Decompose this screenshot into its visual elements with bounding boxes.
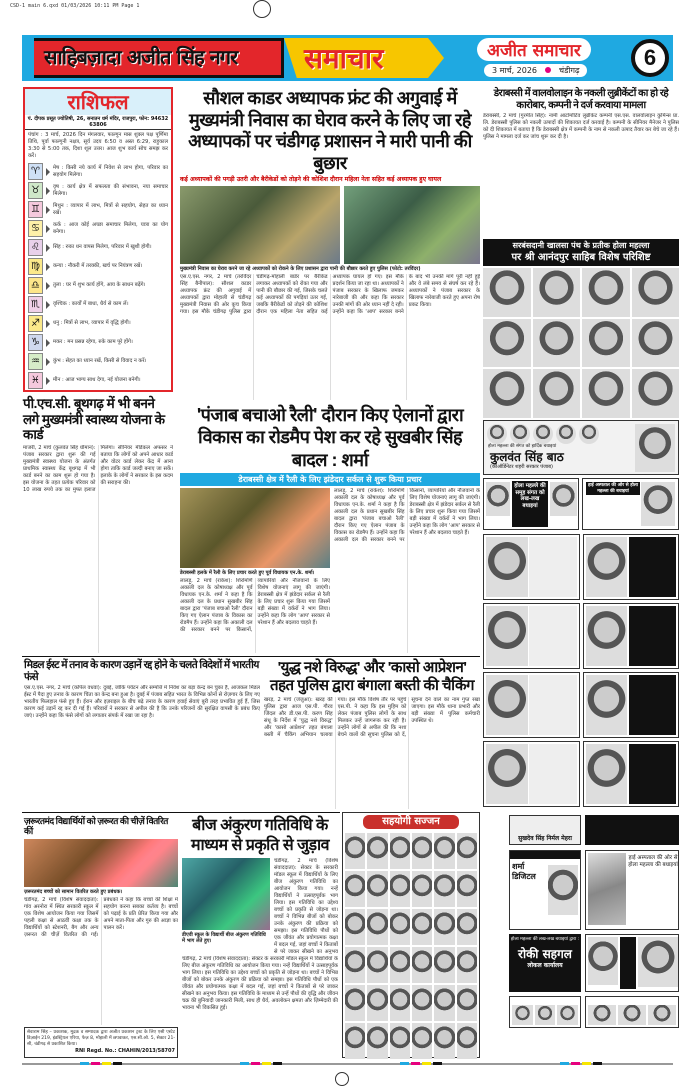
- rashi-item: [25, 219, 171, 238]
- sahyogi-photo: [390, 1023, 410, 1059]
- beej-photo-block: [182, 858, 270, 954]
- ad-photo: [588, 853, 626, 925]
- kulwant-name: कुलवंत सिंह बाठ: [490, 450, 564, 464]
- ad-two-faces: [585, 934, 679, 992]
- ad-text-block: [629, 744, 676, 804]
- sahyogi-photos: [343, 831, 479, 1061]
- ad-sharma-top: [510, 851, 580, 859]
- sahyogi-photo: [390, 833, 410, 869]
- lead-photos: [180, 186, 480, 264]
- sahyogi-photo: [367, 947, 387, 983]
- ad-badhai-2: [582, 478, 679, 530]
- sahyogi-photo: [390, 985, 410, 1021]
- arrow-icon: [46, 301, 50, 309]
- ad-text-block: [629, 537, 676, 597]
- arrow-icon: [46, 320, 50, 328]
- rashi-item: [25, 181, 171, 200]
- zodiac-icon: ♎: [28, 277, 43, 294]
- sahyogi-photo: [345, 909, 365, 945]
- color-bar: [240, 1062, 282, 1065]
- rashifal-box: [23, 87, 173, 392]
- kulwant-photo: [635, 424, 675, 472]
- zodiac-icon: ♊: [28, 201, 43, 218]
- sahyogi-photo: [457, 985, 477, 1021]
- bullet-icon: [545, 67, 551, 73]
- beej-body-a: चंडीगढ़, 2 मार्च (विशेष संवाददाता): सेक्टर के सरकारी मॉडल स्कूल में विद्यार्थियों के लिए बीज अंकुरण गतिविधि का आयोजन किया गया। नन्हें विद्यार्थियों ने उत्साहपूर्वक भाग लिया। इस गतिविधि का उद्देश्य बच्चों को प्रकृति से जोड़ना था। बच्चों ने विभिन्न बीजों को बोकर उनके अंकुरण की प्रक्रिया को समझा। इस गतिविधि पौधों को एक जीवंत और प्रयोगात्मक कक्षा में बदल गई, जहां बच्चों ने किताबों से परे जाकर सीखने का अनुभव: [274, 858, 338, 954]
- ad-text-block: [529, 675, 576, 735]
- center-column: [180, 88, 480, 653]
- supplement-photo: [582, 369, 630, 418]
- supplement-photo: [483, 319, 531, 368]
- lead-body: एस.ए.एस. नगर, 2 मार्च (तरविंदर सिंह बैनीपाल): सौशल काडर अध्यापक फ्रंट की अगुवाई में अध्यापकों द्वारा मोहाली से चंडीगढ़ मुख्यमंत्री निवास की ओर कूच किया गया। इस मौके चंडीगढ़ पुलिस द्वारा चंडीगढ़-मोहाली बार्डर पर बैरीकेड लगाकर अध्यापकों को रोका गया और पानी की बौछार की गई, जिसके चलते कई अध्यापकों की पगड़ियां उतर गईं, जबकि बैरीकेडों को तोड़ने की कोशिश दौरान एक महिला नेता सहित कई अध्यापक घायल हो गए। इस मौके प्रदर्शन किया जा रहा था। अध्यापकों ने पंजाब सरकार के खिलाफ जमकर नारेबाजी की और कहा कि सरकार उनकी मांगों की ओर ध्यान नहीं दे रही। उन्होंने कहा कि 'आप' सरकार बनने के बाद भी उनकी मांगें पूरी नहीं हुईं और वे लंबे समय से संघर्ष कर रहे हैं। अध्यापकों ने पंजाब सरकार के खिलाफ नारेबाजी करते हुए अपना रोष प्रकट किया।: [180, 273, 480, 315]
- rashi-text: धनु : मित्रों से लाभ, व्यापार में वृद्धि होगी।: [53, 320, 131, 327]
- rashi-text: वृश्चिक : कार्यों में बाधा, धैर्य से काम लें।: [53, 301, 129, 308]
- ad-text-block: [529, 744, 576, 804]
- color-bar: [400, 1062, 442, 1065]
- kulwant-ad-photo: [579, 424, 599, 444]
- kulwant-ad-photo: [487, 424, 507, 444]
- beej-body-b: चंडीगढ़, 2 मार्च (विशेष संवाददाता): सेक्टर के सरकारी मॉडल स्कूल में विद्यार्थियों के लिए बीज अंकुरण गतिविधि का आयोजन किया गया। नन्हें विद्यार्थियों ने उत्साहपूर्वक भाग लिया। इस गतिविधि का उद्देश्य बच्चों को प्रकृति से जोड़ना था। बच्चों ने विभिन्न बीजों को बोकर उनके अंकुरण की प्रक्रिया को समझा। इस गतिविधि पौधों को एक जीवंत और प्रयोगात्मक कक्षा में बदल गई, जहां बच्चों ने किताबों से परे जाकर सीखने का अनुभव किया। इस गतिविधि के माध्यम से उन्हें पौधों की वृद्धि और जीवन चक्र की बुनियादी जानकारी मिली, साथ ही धैर्य, अवलोकन क्षमता और ज़िम्मेदारी की भावना भी विकसित हुई।: [182, 956, 338, 1011]
- beej-headline: बीज अंकुरण गतिविधि के माध्यम से प्रकृति से जुड़ाव: [190, 817, 330, 854]
- sahyogi-photo: [457, 871, 477, 907]
- zodiac-icon: ♈: [28, 163, 43, 180]
- ad-text-block: [629, 675, 676, 735]
- arrow-icon: [46, 358, 50, 366]
- rally-subhead: डेराबस्सी क्षेत्र में रैली के लिए झंडेदार सर्कल से शुरू किया प्रचार: [180, 473, 480, 486]
- rni-number: RNI Regd. No.: CHAHIN/2013/58707: [75, 1048, 175, 1054]
- arrow-icon: [46, 244, 50, 252]
- divider: [22, 812, 340, 813]
- rashi-item: [25, 257, 171, 276]
- rashi-text: मकर : मन प्रसन्न रहेगा, रुके काम पूरे होंगे।: [53, 339, 133, 346]
- lead-photo-2: [344, 186, 480, 264]
- sahyogi-photo: [345, 871, 365, 907]
- middle-east-story: [24, 659, 260, 809]
- zodiac-icon: ♐: [28, 315, 43, 332]
- derabassi-body: डेराबस्सी, 2 मार्च (गुरमीत सिंह): नामी आटोमोटिव लुब्रीकेंट कम्पनी एस.एस. वालवोलाइन कुमिन्स प्रा. लि. डेराबस्सी पुलिस को नकली उत्पादों की शिकायत दर्ज करवाई है। कम्पनी के सीनियर मैनेजर ने पुलिस को दी शिकायत में बताया है कि डेराबस्सी क्षेत्र में कम्पनी के नाम से नकली उत्पाद तैयार कर बेचे जा रहे हैं। पुलिस ने मामला दर्ज कर जांच शुरू कर दी है।: [483, 113, 679, 140]
- rally-left: [180, 488, 330, 653]
- rashifal-title: राशिफल: [25, 89, 171, 115]
- section-title: साहिबज़ादा अजीत सिंह नगर: [44, 45, 238, 69]
- sahyogi-photo: [367, 871, 387, 907]
- supplement-line-1: सरबंसदानी खालसा पंथ के प्रतीक होला महल्ला: [512, 241, 650, 250]
- supplement-photo: [533, 268, 581, 317]
- ad-bottom-2: [585, 996, 679, 1028]
- ad-text-block: [529, 606, 576, 666]
- ad-photo: [586, 675, 628, 735]
- arrow-icon: [46, 339, 50, 347]
- zodiac-icon: ♌: [28, 239, 43, 256]
- ad-photo: [618, 1005, 646, 1025]
- zodiac-icon: ♑: [28, 334, 43, 351]
- right-top-column: [483, 88, 679, 418]
- ad-roki-top: होला महल्ला की लख-लख बधाइयां द्वारा :: [510, 937, 580, 942]
- zaroorat-body: चंडीगढ़, 2 मार्च (विशेष संवाददाता): गांव अरनोरा में स्थित सरकारी स्कूल में एक विशेष आयोजन किया गया जिसमें पहली कक्षा से आठवीं कक्षा तक के विद्यार्थियों को स्टेशनरी, बैग और अन्य ज़रूरत की चीज़ें वितरित की गईं। प्रबंधकों ने कहा कि बच्चों की शिक्षा में सहयोग करना सबका कर्तव्य है। बच्चों को पढ़ाई के प्रति प्रेरित किया गया और अपने माता-पिता और गुरु की आज्ञा का पालन करें।: [24, 896, 178, 938]
- supplement-photo: [582, 268, 630, 317]
- sahyogi-photo: [345, 833, 365, 869]
- section-masthead: [22, 35, 673, 81]
- ad-tile: [583, 534, 680, 600]
- ad-photo: [586, 606, 628, 666]
- rashi-item: [25, 314, 171, 333]
- zaroorat-story: [24, 816, 178, 1058]
- ad-text: हाई अस्पताल की ओर से होला महल्ला की बधाइयां: [587, 483, 638, 494]
- ad-photo: [588, 1005, 616, 1025]
- zaroorat-caption: ज़रूरतमंद बच्चों को सामान वितरित करते हुए प्रबंधक।: [24, 888, 123, 895]
- rashi-text: मिथुन : व्यापार में लाभ, मित्रों से सहयोग, सेहत का ध्यान रखें।: [53, 203, 168, 216]
- ad-photo: [512, 1005, 533, 1025]
- rally-body-b: लालड़ू, 2 मार्च (राकेश): शिरोमणि अकाली दल के कोषाध्यक्ष और पूर्व विधायक एन.के. शर्मा ने कहा है कि अकाली दल के प्रधान सुखबीर सिंह बादल द्वारा 'पंजाब बचाओ रैली' दौरान किए गए ऐलान पंजाब के विकास का रोडमैप हैं। उन्होंने कहा कि अकाली दल की सरकार बनने पर किसानों, व्यापारियों और नौजवानों के लिए विशेष योजनाएं लागू की जाएंगी। डेराबस्सी क्षेत्र में झंडेदार सर्कल से रैली के लिए प्रचार शुरू किया गया जिसमें बड़ी संख्या में वर्करों ने भाग लिया। उन्होंने कहा कि लोग 'आप' सरकार से परेशान हैं और बदलाव चाहते हैं।: [180, 578, 330, 633]
- sahyogi-photo: [412, 833, 432, 869]
- ad-roki-name: रोकी सहगल: [518, 946, 572, 961]
- rashi-text: कर्क : आज कोई अच्छा समाचार मिलेगा, यात्रा का योग बनेगा।: [53, 222, 168, 235]
- ad-photo: [550, 482, 577, 516]
- ad-sharma: [509, 850, 581, 930]
- ad-photo: [586, 744, 628, 804]
- kulwant-ad-photo: [556, 424, 576, 444]
- rashi-item: [25, 238, 171, 257]
- sahyogi-photo: [390, 909, 410, 945]
- rashi-text: सिंह : रुका धन वापस मिलेगा, परिवार में खुशी होगी।: [53, 244, 152, 251]
- ad-black-top: [585, 815, 679, 845]
- sahyogi-photo: [434, 833, 454, 869]
- ad-photo: [486, 744, 528, 804]
- lead-caption: मुख्यमंत्री निवास का घेराव करने जा रहे अध्यापकों को रोकने के लिए प्रशासन द्वारा पानी की बौछार करते हुए पुलिस (फोटो: तरविंदर): [180, 265, 421, 272]
- kulwant-line: होला महल्ला की संगत को हार्दिक बधाइयां: [488, 444, 557, 449]
- sahyogi-photo: [390, 871, 410, 907]
- date: 3 मार्च, 2026: [492, 66, 538, 75]
- arrow-icon: [46, 168, 50, 176]
- ad-text-block: [529, 537, 576, 597]
- supplement-photos: [483, 268, 679, 418]
- rashi-item: [25, 276, 171, 295]
- imprint-text: सेवाराम सिंह – प्रकाशक, मुद्रक व सम्पादक द्वारा अजीत प्रकाशन ट्रस्ट के लिए एसी एस्टेट डिज़ाईन 219, इंडस्ट्रियल एरिया, फेज़ 8, मोहाली में छपवाकर, एस.सी.ओ. 5, सेक्टर 21-सी, चंडीगढ़ से प्रकाशित किया।: [27, 1030, 175, 1047]
- sahyogi-photo: [412, 1023, 432, 1059]
- beej-photo: [182, 858, 270, 930]
- zodiac-icon: ♏: [28, 296, 43, 313]
- sahyogi-photo: [390, 947, 410, 983]
- rashi-item: [25, 333, 171, 352]
- zodiac-icon: ♉: [28, 182, 43, 199]
- ad-hospital-text: हाई अस्पताल की ओर से होला महल्ला की बधाइयां: [628, 855, 678, 868]
- ad-tile: [483, 741, 580, 807]
- registration-mark: [335, 1072, 349, 1086]
- supplement-photo: [533, 319, 581, 368]
- left-column: [23, 87, 173, 653]
- page-number: 6: [631, 39, 669, 77]
- dateline: [484, 64, 587, 77]
- rashi-item: [25, 352, 171, 371]
- kulwant-ad: [483, 420, 679, 475]
- sahyogi-photo: [434, 1023, 454, 1059]
- print-slug: CSD-1 main 6.qxd 01/03/2026 10:11 PM Page 1: [10, 3, 140, 9]
- middle-east-headline: मिडल ईस्ट में तनाव के कारण उड़ानें रद्द होने के चलते विदेशों में भारतीय फंसे: [24, 659, 259, 684]
- rally-body-a: लालड़ू, 2 मार्च (राकेश): शिरोमणि अकाली दल के कोषाध्यक्ष और पूर्व विधायक एन.के. शर्मा ने कहा है कि अकाली दल के प्रधान सुखबीर सिंह बादल द्वारा 'पंजाब बचाओ रैली' दौरान किए गए ऐलान पंजाब के विकास का रोडमैप हैं। उन्होंने कहा कि अकाली दल की सरकार बनने पर किसानों, व्यापारियों और नौजवानों के लिए विशेष योजनाएं लागू की जाएंगी। डेराबस्सी क्षेत्र में झंडेदार सर्कल से रैली के लिए प्रचार शुरू किया गया जिसमें बड़ी संख्या में वर्करों ने भाग लिया। उन्होंने कहा कि लोग 'आप' सरकार से परेशान हैं और बदलाव चाहते हैं।: [334, 488, 480, 543]
- sahyogi-photo: [345, 985, 365, 1021]
- kulwant-sub: (कोऑर्डिनेटर शहरी सरकार पंजाब): [490, 464, 553, 470]
- kulwant-ad-photo: [533, 424, 553, 444]
- ad-text: होला महल्ले की समूह संगत को लख-लख बधाइयां: [512, 481, 548, 527]
- sahyogi-box: [342, 812, 480, 1058]
- sahyogi-photo: [434, 947, 454, 983]
- rashi-text: वृष : कार्य क्षेत्र में सफलता की संभावना, नया समाचार मिलेगा।: [53, 184, 168, 197]
- rally-headline: 'पंजाब बचाओ रैली' दौरान किए ऐलानों द्वारा विकास का रोडमैप पेश कर रहे सुखबीर सिंह बादल : शर्मा: [196, 404, 464, 470]
- yudh-headline: 'युद्ध नशे विरुद्ध' और 'कासो आप्रेशन' तहत पुलिस द्वारा बंगाला बस्ती की चैकिंग: [270, 659, 474, 694]
- yudh-body: खरड़, 2 मार्च (जंजुआ): खरड़ की पुलिस द्वारा आज एस.पी. गौरव जिंदल और डी.एस.पी. करण सिंह संधू के निर्देश में 'युद्ध नशे विरुद्ध' और 'कासो आप्रेशन' तहत बंगाला बस्ती में चैकिंग अभियान चलाया गया। इस मौके विशेष तौर पर पहुंचे एस.पी. ने कहा कि इस मुहिम को लेकर पंजाब पुलिस लोगों के साथ मिलकर उन्हें जागरूक कर रही है। उन्होंने लोगों से अपील की कि नशा बेचने वालों की सूचना पुलिस को दें, सूचना देने वाले का नाम गुप्त रखा जाएगा। इस मौके थाना प्रभारी और बड़ी संख्या में पुलिस कर्मचारी उपस्थित थे।: [264, 697, 480, 738]
- ad-photo: [638, 937, 678, 987]
- ad-photo: [557, 1005, 578, 1025]
- rashi-item: [25, 371, 171, 390]
- arrow-icon: [46, 187, 50, 195]
- ad-mehra-name: सुखदेव सिंह निर्मल मेहरा: [518, 835, 572, 842]
- arrow-icon: [46, 377, 50, 385]
- derabassi-headline: डेराबस्सी में वालवोलाइन के नकली लुब्रीकेंटों का हो रहे कारोबार, कम्पनी ने दर्ज करवाया मामला: [493, 88, 669, 111]
- rally-caption: डेराबस्सी हलके में रैली के लिए प्रचार करते हुए पूर्व विधायक एन.के. शर्मा।: [180, 570, 315, 576]
- beej-photo-row: [182, 858, 338, 954]
- divider: [22, 656, 480, 657]
- ad-tile: [583, 672, 680, 738]
- arrow-icon: [46, 225, 50, 233]
- zodiac-icon: ♓: [28, 372, 43, 389]
- zaroorat-headline: ज़रूरतमंद विद्यार्थियों को ज़रूरत की चीज़ें वितरित कीं: [24, 816, 168, 837]
- middle-east-body: एस.ए.एस. नगर, 2 मार्च (कपिल वधवा): दुबई, जोकि पर्यटन और सम्पत्ति में निवेश का बड़ा केन्द्र बन चुका है, आजकल मिडल ईस्ट में पैदा हुए तनाव के कारण चिंता का केन्द्र बना हुआ है। दुबई में पंजाब सहित भारत के विभिन्न कोनों से रोज़गार के लिए गए भारतीय फिलहाल फंसे हुए हैं। ईरान और इज़राइल के बीच बढ़े तनाव के कारण हवाई सेवाएं बुरी तरह प्रभावित हुई हैं, जिस कारण कई उड़ानें रद्द कर दी गई हैं। परिवारों ने सरकार से अपील की है कि उनके परिजनों की सुरक्षित वापसी के प्रबंध किए जाएं। उन्होंने कहा कि फंसे लोगों को लगातार संपर्क में रखा जा रहा है।: [24, 685, 260, 720]
- sahyogi-photo: [457, 947, 477, 983]
- sahyogi-photo: [457, 1023, 477, 1059]
- ad-text-block: [629, 606, 676, 666]
- paper-name: अजीत समाचार: [477, 38, 591, 61]
- lead-subhead: कई अध्यापकों की पगड़ी उतरी और बैरीकेडों को तोड़ने की कोशिश दौरान महिला नेता सहित कई अध्यापक हुए घायल: [180, 176, 442, 184]
- ad-bottom-1: [509, 996, 581, 1028]
- sahyogi-photo: [345, 947, 365, 983]
- ad-badhai-1: [483, 478, 579, 530]
- arrow-icon: [46, 263, 50, 271]
- ad-photo: [648, 1005, 676, 1025]
- zodiac-icon: ♋: [28, 220, 43, 237]
- sahyogi-photo: [457, 909, 477, 945]
- ad-photo: [486, 537, 528, 597]
- supplement-photo: [582, 319, 630, 368]
- ad-tile: [483, 672, 580, 738]
- supplement-photo: [533, 369, 581, 418]
- rashi-text: कन्या : नौकरी में तरक्की, खर्च पर नियंत्रण रखें।: [53, 263, 143, 270]
- ad-photo: [641, 482, 675, 526]
- sahyogi-photo: [457, 833, 477, 869]
- ad-roki-sub: लोकल कार्यालय: [527, 961, 563, 969]
- ad-photo: [586, 537, 628, 597]
- phc-body: माजरी, 2 मार्च (कुलवंत सिंह धीमान): पंजाब सरकार द्वारा शुरू की गई मुख्यमंत्री स्वास्थ्य योजना के अंतर्गत प्राथमिक स्वास्थ्य केंद्र बूथगढ़ में भी कार्ड बनने का काम शुरू हो गया है। इस योजना के तहत प्रत्येक परिवार को 10 लाख रुपये तक का मुफ्त इलाज मिलेगा। सीनियर मेडिकल अफसर ने बताया कि लोगों को अपने आधार कार्ड और वोटर कार्ड लेकर केंद्र में आना होगा ताकि कार्ड जल्दी बनाए जा सकें। इलाके के लोगों ने सरकार के इस कदम की सराहना की।: [23, 444, 173, 493]
- ad-text-strip: [620, 937, 636, 989]
- arrow-icon: [46, 282, 50, 290]
- ad-tile: [583, 603, 680, 669]
- sahyogi-photo: [434, 985, 454, 1021]
- supplement-banner: [483, 239, 679, 266]
- color-bar: [80, 1062, 122, 1065]
- supplement-photo: [632, 319, 680, 368]
- rashi-text: मीन : आज भाग्य साथ देगा, नई योजना बनेगी।: [53, 377, 141, 384]
- sahyogi-photo: [367, 909, 387, 945]
- rashi-text: कुंभ : सेहत का ध्यान रखें, किसी से विवाद न करें।: [53, 358, 147, 365]
- ad-photo: [535, 1005, 556, 1025]
- supplement-photo: [483, 268, 531, 317]
- sahyogi-photo: [434, 909, 454, 945]
- sahyogi-photo: [434, 871, 454, 907]
- ad-photo: [548, 865, 578, 915]
- rally-story: [180, 488, 480, 653]
- ad-tile: [483, 534, 580, 600]
- sahyogi-photo: [345, 1023, 365, 1059]
- color-bar: [560, 1062, 602, 1065]
- arrow-icon: [46, 206, 50, 214]
- ad-mehra: [509, 815, 581, 845]
- rashifal-address: पं. दीपक प्रसूत ज्योतिषी, 26, सनातन धर्म मंदिर, राजपुरा, फोन: 94632 63806: [25, 115, 171, 130]
- sahyogi-photo: [367, 833, 387, 869]
- rashi-item: [25, 162, 171, 181]
- kulwant-ad-photo: [510, 424, 530, 444]
- ad-photo: [486, 606, 528, 666]
- beej-caption: डीएवी स्कूल के विद्यार्थी बीज अंकुरण गतिविधि में भाग लेते हुए।: [182, 932, 266, 944]
- beej-story: [182, 816, 338, 1058]
- ad-photo: [588, 937, 618, 985]
- ad-sharma-name: शर्मा डिजिटल: [512, 861, 536, 881]
- ad-tile: [483, 603, 580, 669]
- rally-photo: [180, 488, 330, 568]
- ad-photo: [486, 482, 510, 516]
- imprint-box: [24, 1027, 178, 1058]
- ads-grid: [483, 534, 679, 810]
- supplement-photo: [632, 369, 680, 418]
- sahyogi-photo: [412, 871, 432, 907]
- sahyogi-photo: [412, 985, 432, 1021]
- sahyogi-photo: [367, 1023, 387, 1059]
- zodiac-icon: ♍: [28, 258, 43, 275]
- rashi-item: [25, 295, 171, 314]
- supplement-photo: [483, 369, 531, 418]
- zodiac-icon: ♒: [28, 353, 43, 370]
- ad-photo: [486, 675, 528, 735]
- supplement-line-2: पर श्री आनंदपुर साहिब विशेष परिशिष्ट: [511, 252, 651, 263]
- rashi-text: तुला : घर में शुभ कार्य होंगे, आय के साधन बढ़ेंगे।: [53, 282, 146, 289]
- phc-headline: पी.एच.सी. बूथगढ़ में भी बनने लगे मुख्यमंत्री स्वास्थ्य योजना के कार्ड: [23, 396, 165, 443]
- section-subtitle: समाचार: [304, 42, 384, 75]
- rashi-text: मेष : किसी नये कार्य में निवेश से लाभ होगा, परिवार का सहयोग मिलेगा।: [53, 165, 168, 178]
- ad-hospital: [585, 850, 679, 930]
- ad-roki: [509, 934, 581, 992]
- sahyogi-title: सहयोगी सज्जन: [363, 815, 459, 829]
- supplement-photo: [632, 268, 680, 317]
- zaroorat-photo: [24, 839, 178, 887]
- city: चंडीगढ़: [559, 66, 580, 75]
- lead-photo-1: [180, 186, 340, 264]
- registration-mark: [253, 0, 271, 18]
- ad-tile: [583, 741, 680, 807]
- sahyogi-photo: [412, 947, 432, 983]
- sahyogi-photo: [412, 909, 432, 945]
- sahyogi-photo: [367, 985, 387, 1021]
- yudh-story: [264, 659, 480, 809]
- panchang: पंचांग : 3 मार्च, 2026 दिन मंगलवार, फाल्गुन मास शुक्ल पक्ष पूर्णिमा तिथि, पूर्वा फाल्गुनी नक्षत्र, सूर्य उदय 6:50 व अस्त 6:29, राहुकाल 3:30 से 5:00 तक, दिशा शूल उत्तर। आज शुभ कार्य सोच समझ कर करें।: [28, 132, 168, 159]
- lead-headline: सौशल काडर अध्यापक फ्रंट की अगुवाई में मुख्यमंत्री निवास का घेराव करने के लिए जा रहे अध्यापकों पर चंडीगढ़ प्रशासन ने मारी पानी की बुछार: [188, 88, 472, 173]
- rashi-item: [25, 200, 171, 219]
